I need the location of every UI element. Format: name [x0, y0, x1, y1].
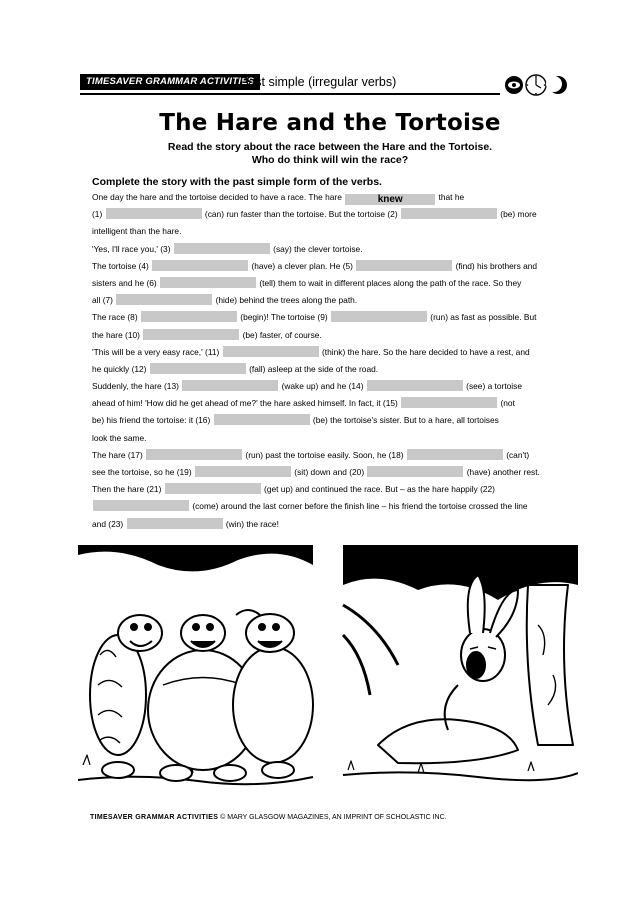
series-badge: TIMESAVER GRAMMAR ACTIVITIES [80, 74, 260, 90]
story-line: ahead of him! 'How did he get ahead of me?' the hare asked himself. In fact, it (15) (not [92, 398, 515, 409]
answer-gap-9[interactable] [331, 311, 427, 322]
story-line: 'Yes, I'll race you,' (3) (say) the clever tortoise. [92, 243, 363, 254]
footer-copyright: © MARY GLASGOW MAGAZINES, AN IMPRINT OF SCHOLASTIC INC. [220, 814, 447, 821]
story-line: The hare (17) (run) past the tortoise easily. Soon, he (18) (can't) [92, 449, 530, 460]
answer-gap-10[interactable] [143, 329, 239, 340]
illustrations [78, 545, 578, 795]
answer-gap-6[interactable] [160, 277, 256, 288]
answer-gap-16[interactable] [214, 414, 310, 425]
answer-gap-23[interactable] [127, 518, 223, 529]
intro-line-1: Read the story about the race between the Hare and the Tortoise. [167, 141, 493, 153]
answer-gap-8[interactable] [141, 311, 237, 322]
topic-subtitle: Past simple (irregular verbs) [240, 75, 397, 89]
story-line: sisters and he (6) (tell) them to wait in different places along the path of the race. So they [92, 277, 522, 288]
answer-gap-14[interactable] [367, 380, 463, 391]
story-line: The race (8) (begin)! The tortoise (9) (run) as fast as possible. But [92, 312, 537, 323]
answer-gap-3[interactable] [174, 243, 270, 254]
answer-gap-21[interactable] [165, 483, 261, 494]
answer-gap-13[interactable] [182, 380, 278, 391]
story-line: intelligent than the hare. [92, 226, 182, 237]
answer-gap-20[interactable] [367, 466, 463, 477]
answer-gap-2[interactable] [401, 208, 497, 219]
story-line: The tortoise (4) (have) a clever plan. He (5) (find) his brothers and [92, 260, 538, 271]
level-icons [503, 71, 573, 99]
answer-gap-5[interactable] [356, 260, 452, 271]
footer-brand: TIMESAVER GRAMMAR ACTIVITIES [90, 814, 219, 821]
page-title: The Hare and the Tortoise [159, 110, 501, 136]
story-line: One day the hare and the tortoise decided to have a race. The hare knew that he [92, 192, 465, 205]
story-line: (come) around the last corner before the finish line – his friend the tortoise crossed the line [92, 498, 578, 515]
tortoises-illustration [78, 545, 313, 784]
header-rule [80, 93, 500, 95]
example-answer: knew [345, 194, 435, 205]
story-line: Then the hare (21) (get up) and continued the race. But – as the hare happily (22) [92, 484, 495, 495]
instruction: Complete the story with the past simple form of the verbs. [92, 176, 382, 188]
answer-gap-12[interactable] [150, 363, 246, 374]
answer-gap-15[interactable] [401, 397, 497, 408]
answer-gap-11[interactable] [223, 346, 319, 357]
story-line: and (23) (win) the race! [92, 518, 279, 529]
answer-gap-1[interactable] [106, 208, 202, 219]
answer-gap-7[interactable] [116, 294, 212, 305]
worksheet-header [80, 71, 570, 97]
story-line: see the tortoise, so he (19) (sit) down and (20) (have) another rest. [92, 467, 540, 477]
answer-gap-18[interactable] [407, 449, 503, 460]
footer [90, 813, 447, 823]
story-line: (1) (can) run faster than the tortoise. But the tortoise (2) (be) more [92, 209, 537, 220]
story-line: he quickly (12) (fall) asleep at the side of the road. [92, 363, 379, 374]
story-line: be) his friend the tortoise: it (16) (be) the tortoise's sister. But to a hare, all tortoises [92, 415, 499, 426]
story-line: all (7) (hide) behind the trees along the path. [92, 295, 358, 306]
clock-icon [526, 75, 546, 95]
intro-line-2: Who do think will win the race? [251, 154, 409, 166]
answer-gap-19[interactable] [195, 466, 291, 477]
story-line: Suddenly, the hare (13) (wake up) and he (14) (see) a tortoise [92, 381, 523, 392]
story-text [92, 188, 578, 533]
story-line: 'This will be a very easy race,' (11) (think) the hare. So the hare decided to have a rest, and [92, 346, 530, 357]
face-icon [505, 76, 523, 94]
sleeping-hare-illustration [343, 545, 578, 780]
story-line: look the same. [92, 432, 147, 443]
answer-gap-4[interactable] [152, 260, 248, 271]
answer-gap-22[interactable] [93, 500, 189, 511]
answer-gap-17[interactable] [146, 449, 242, 460]
intro-text [0, 141, 636, 167]
story-line: the hare (10) (be) faster, of course. [92, 329, 322, 340]
moon-icon [546, 76, 567, 94]
